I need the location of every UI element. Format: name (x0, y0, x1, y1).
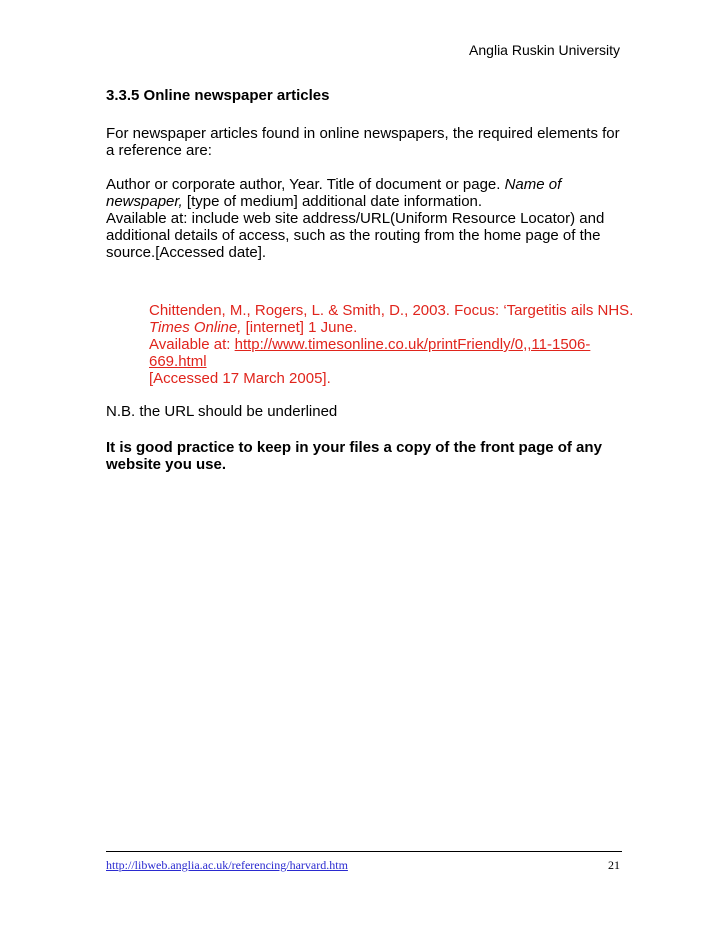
format-part2: [type of medium] additional date information. (182, 193, 483, 210)
footer-divider (106, 851, 622, 852)
example-available-prefix: Available at: (149, 336, 235, 353)
intro-paragraph: For newspaper articles found in online newspapers, the required elements for a reference are: (106, 125, 620, 159)
example-url-link-continued[interactable]: 669.html (149, 353, 207, 370)
format-italic-newspaper: Name of newspaper, (106, 176, 562, 210)
page-number: 21 (608, 858, 620, 872)
example-line-url-continued (149, 353, 629, 370)
footer-url-link[interactable]: http://libweb.anglia.ac.uk/referencing/harvard.htm (106, 858, 348, 872)
header-institution: Anglia Ruskin University (469, 42, 620, 58)
example-url-link[interactable]: http://www.timesonline.co.uk/printFriendly/0,,11-1506- (234, 336, 591, 353)
section-heading: 3.3.5 Online newspaper articles (106, 87, 330, 104)
reference-format-paragraph (106, 176, 621, 261)
nb-note: N.B. the URL should be underlined (106, 403, 338, 420)
example-line-source (149, 319, 629, 336)
format-part1: Author or corporate author, Year. Title of document or page. (106, 176, 505, 193)
example-source-rest: [internet] 1 June. (241, 319, 358, 336)
example-line-accessed: [Accessed 17 March 2005]. (149, 370, 331, 387)
format-available: Available at: include web site address/URL(Uniform Resource Locator) and additional details of access, such as the routing from the home page of the source.[Accessed date]. (106, 210, 605, 261)
example-line-authors: Chittenden, M., Rogers, L. & Smith, D., 2003. Focus: ‘Targetitis ails NHS. (149, 302, 634, 319)
example-line-available (149, 336, 629, 353)
example-reference (149, 302, 634, 387)
example-source-italic: Times Online, (149, 319, 242, 336)
good-practice-note: It is good practice to keep in your files a copy of the front page of any website you use. (106, 439, 602, 473)
